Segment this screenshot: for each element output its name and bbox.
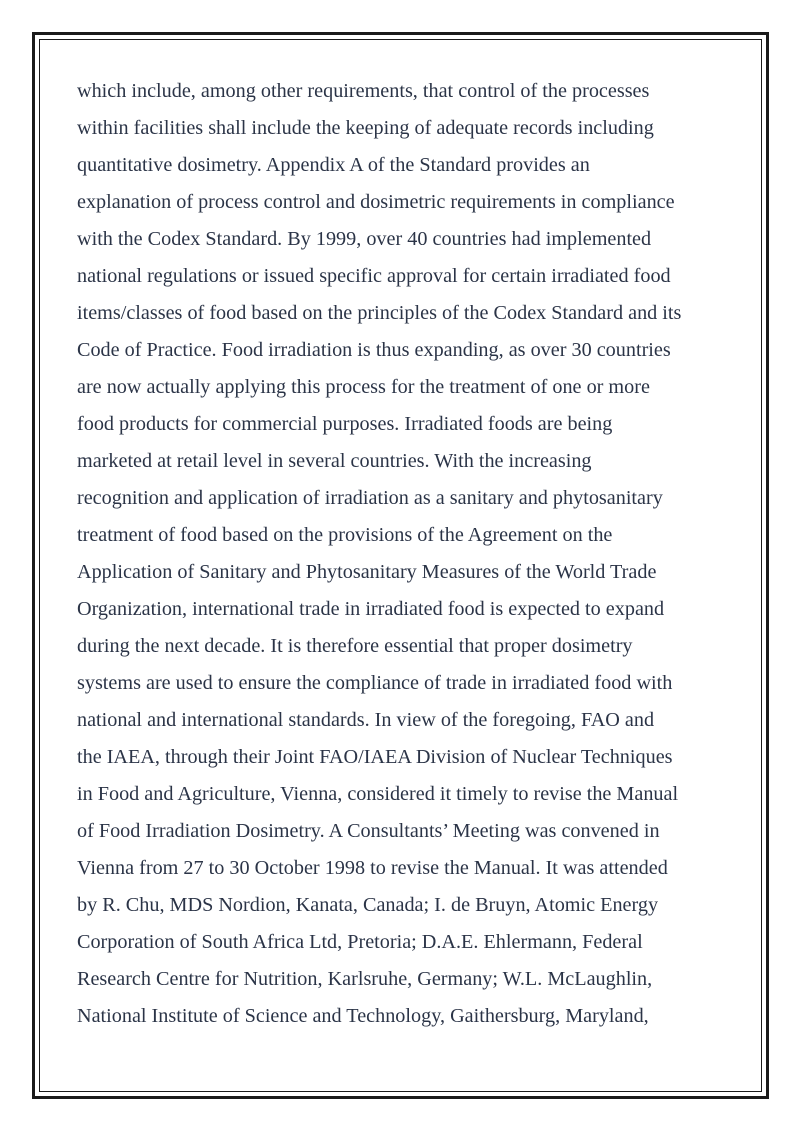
text-line: in Food and Agriculture, Vienna, considered it timely to revise the Manual (77, 783, 679, 805)
text-line: Research Centre for Nutrition, Karlsruhe, Germany; W.L. McLaughlin, (77, 968, 653, 990)
text-line: systems are used to ensure the compliance of trade in irradiated food with (77, 672, 673, 694)
text-line: recognition and application of irradiation as a sanitary and phytosanitary (77, 487, 663, 509)
text-line: national and international standards. In view of the foregoing, FAO and (77, 709, 655, 731)
text-line: Code of Practice. Food irradiation is thus expanding, as over 30 countries (77, 339, 671, 361)
text-line: which include, among other requirements, that control of the processes (77, 80, 650, 102)
text-line: Organization, international trade in irradiated food is expected to expand (77, 598, 665, 620)
text-line: National Institute of Science and Technology, Gaithersburg, Maryland, (77, 1005, 649, 1027)
text-line: explanation of process control and dosimetric requirements in compliance (77, 191, 675, 213)
text-line: of Food Irradiation Dosimetry. A Consultants’ Meeting was convened in (77, 820, 660, 842)
text-line: within facilities shall include the keeping of adequate records including (77, 117, 654, 139)
text-line: during the next decade. It is therefore essential that proper dosimetry (77, 635, 633, 657)
body-paragraph (77, 73, 737, 1035)
text-line: Application of Sanitary and Phytosanitary Measures of the World Trade (77, 561, 657, 583)
text-line: Vienna from 27 to 30 October 1998 to revise the Manual. It was attended (77, 857, 668, 879)
text-line: treatment of food based on the provisions of the Agreement on the (77, 524, 613, 546)
text-line: by R. Chu, MDS Nordion, Kanata, Canada; I. de Bruyn, Atomic Energy (77, 894, 659, 916)
text-line: the IAEA, through their Joint FAO/IAEA Division of Nuclear Techniques (77, 746, 673, 768)
text-line: are now actually applying this process for the treatment of one or more (77, 376, 650, 398)
text-line: national regulations or issued specific approval for certain irradiated food (77, 265, 671, 287)
text-line: with the Codex Standard. By 1999, over 40 countries had implemented (77, 228, 652, 250)
text-line: quantitative dosimetry. Appendix A of the Standard provides an (77, 154, 590, 176)
text-line: marketed at retail level in several countries. With the increasing (77, 450, 592, 472)
text-line: Corporation of South Africa Ltd, Pretoria; D.A.E. Ehlermann, Federal (77, 931, 643, 953)
text-line: items/classes of food based on the principles of the Codex Standard and its (77, 302, 682, 324)
text-line: food products for commercial purposes. Irradiated foods are being (77, 413, 613, 435)
